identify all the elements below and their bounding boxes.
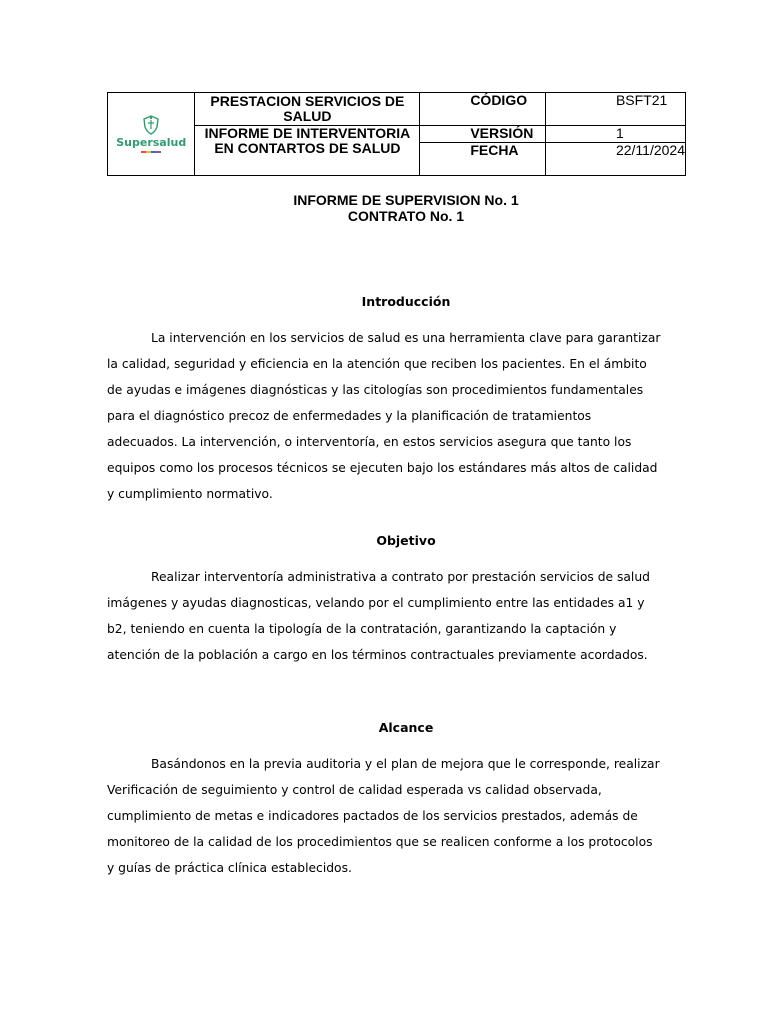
codigo-value-cell	[545, 93, 685, 126]
section-text-introduccion: La intervención en los servicios de salud es una herramienta clave para garantizar la calidad, seguridad y eficiencia en la atención que reciben los pacientes. En el ámbito de ayudas e imágenes diagnósticas y las citologías son procedimientos fundamentales para el diagnóstico precoz de enfermedades y la planificación de tratamientos adecuados. La intervención, o interventoría, en estos servicios asegura que tanto los equipos como los procesos técnicos se ejecuten bajo los estándares más altos de calidad y cumplimiento normativo.	[107, 331, 661, 501]
fecha-value-cell	[545, 143, 685, 176]
codigo-label: CÓDIGO	[470, 92, 528, 108]
version-value-cell	[545, 126, 685, 143]
supersalud-logo	[108, 93, 194, 175]
report-title: INFORME DE SUPERVISION No. 1	[293, 192, 519, 208]
logo-color-bar	[141, 151, 161, 153]
fecha-value: 22/11/2024	[615, 142, 685, 158]
header-title-1: PRESTACION SERVICIOS DE SALUD	[210, 93, 405, 124]
version-label-cell	[420, 126, 546, 143]
header-title-cell-1	[195, 93, 420, 126]
section-text-objetivo: Realizar interventoría administrativa a contrato por prestación servicios de salud imágenes y ayudas diagnosticas, velando por el cumplimiento entre las entidades a1 y b2, teniendo en cuenta la tipología de la contratación, garantizando la captación y atención de la población a cargo en los términos contractuales previamente acordados.	[107, 570, 650, 662]
logo-text: Supersalud	[116, 136, 187, 149]
fecha-label-cell	[420, 143, 546, 176]
version-value: 1	[615, 125, 624, 141]
codigo-label-cell	[420, 93, 546, 126]
section-heading-introduccion: Introducción	[361, 294, 451, 309]
header-title-cell-2	[195, 126, 420, 176]
header-table	[107, 92, 686, 176]
section-text-alcance: Basándonos en la previa auditoria y el plan de mejora que le corresponde, realizar Verificación de seguimiento y control de calidad esperada vs calidad observada, cumplimiento de metas e indicadores pactados de los servicios prestados, además de monitoreo de la calidad de los procedimientos que se realicen conforme a los protocolos y guías de práctica clínica establecidos.	[107, 757, 660, 875]
shield-emblem-icon	[142, 115, 160, 135]
section-heading-objetivo: Objetivo	[376, 533, 436, 548]
logo-cell	[108, 93, 195, 176]
section-heading-alcance: Alcance	[378, 720, 434, 735]
report-subtitle: CONTRATO No. 1	[347, 208, 465, 224]
header-title-2: INFORME DE INTERVENTORIA EN CONTARTOS DE SALUD	[204, 125, 411, 156]
report-title-block	[0, 192, 768, 224]
version-label: VERSIÓN	[470, 125, 534, 141]
fecha-label: FECHA	[470, 142, 519, 158]
codigo-value: BSFT21	[615, 92, 668, 108]
